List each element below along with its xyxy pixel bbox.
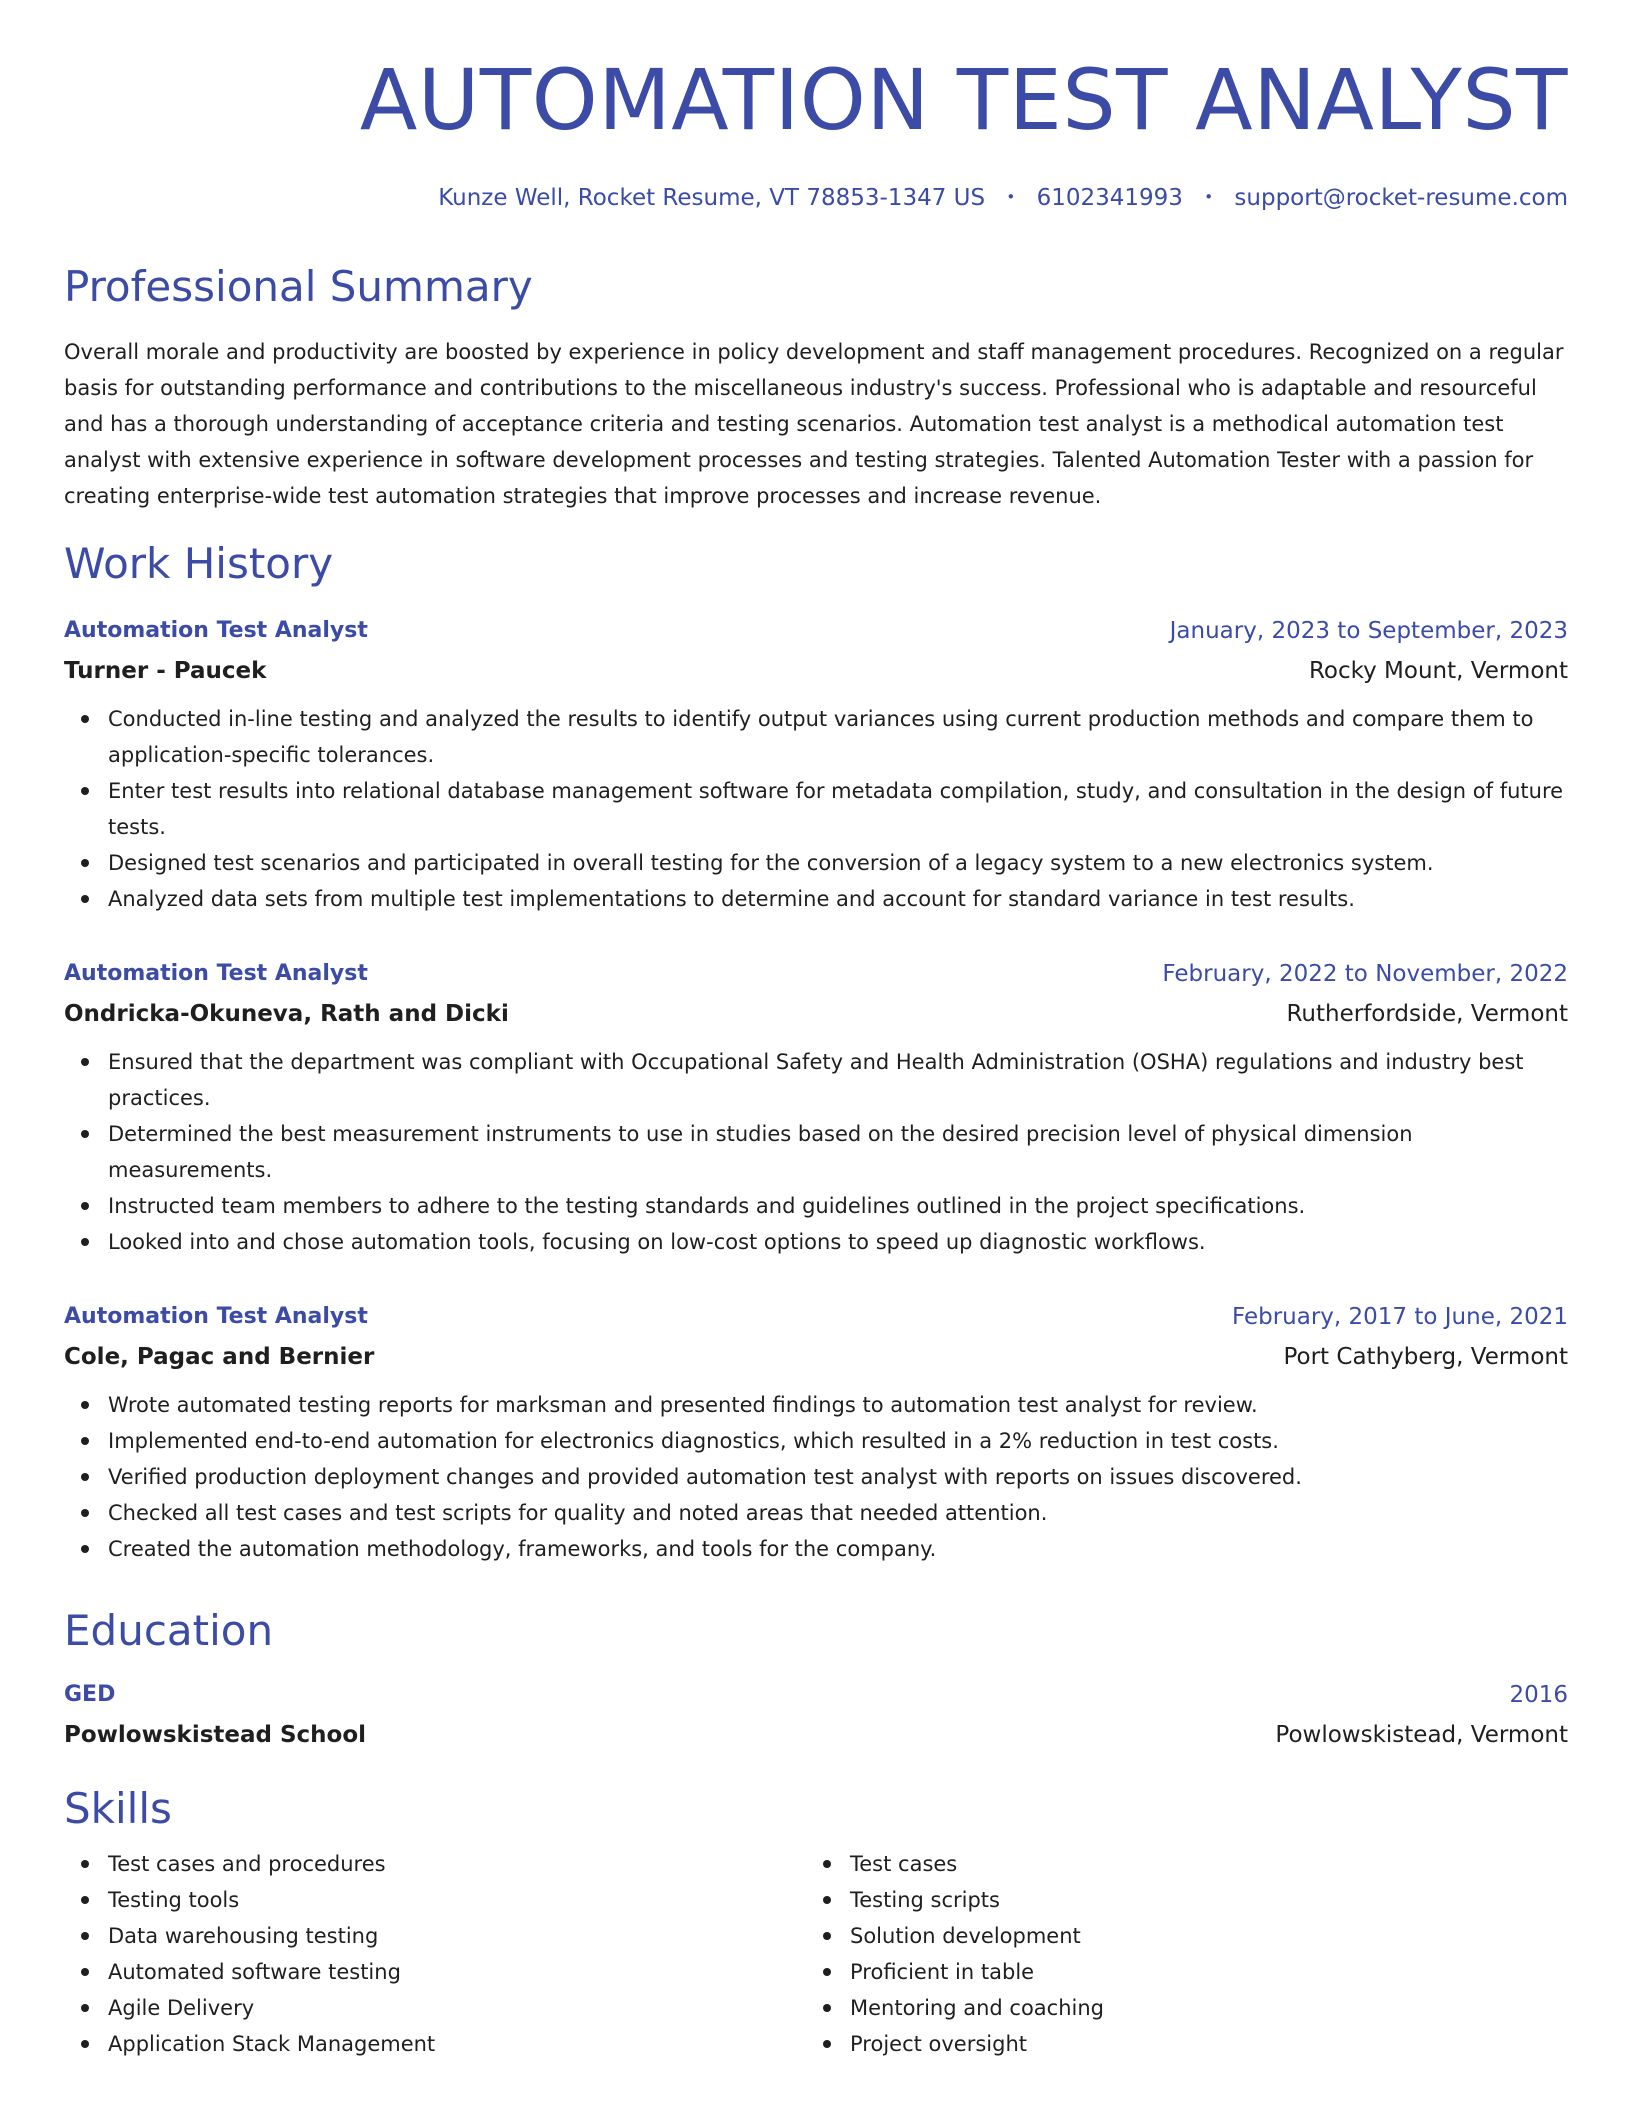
skills-column-left bbox=[64, 1846, 764, 2062]
job-dates: February, 2022 to November, 2022 bbox=[1162, 961, 1568, 987]
skill-item: Proficient in table bbox=[806, 1954, 1506, 1990]
skill-item: Test cases and procedures bbox=[64, 1846, 764, 1882]
skill-item: Solution development bbox=[806, 1918, 1506, 1954]
job-location: Rutherfordside, Vermont bbox=[1286, 1001, 1568, 1027]
company-name: Turner - Paucek bbox=[64, 658, 267, 684]
resume-page bbox=[64, 0, 1568, 2112]
skill-item: Agile Delivery bbox=[64, 1990, 764, 2026]
skill-item: Project oversight bbox=[806, 2026, 1506, 2062]
resume-title: AUTOMATION TEST ANALYST bbox=[359, 51, 1568, 149]
bullet-item: Verified production deployment changes and provided automation test analyst with reports on issues discovered. bbox=[64, 1459, 1568, 1495]
skill-item: Automated software testing bbox=[64, 1954, 764, 1990]
bullet-item: Analyzed data sets from multiple test implementations to determine and account for standard variance in test results. bbox=[64, 881, 1568, 917]
school-location: Powlowskistead, Vermont bbox=[1275, 1722, 1568, 1748]
skill-item: Test cases bbox=[806, 1846, 1506, 1882]
skill-item: Mentoring and coaching bbox=[806, 1990, 1506, 2026]
skills-heading: Skills bbox=[64, 1784, 172, 1833]
bullet-item: Wrote automated testing reports for marksman and presented findings to automation test analyst for review. bbox=[64, 1387, 1568, 1423]
job-entry bbox=[64, 1297, 1568, 1567]
bullet-item: Enter test results into relational database management software for metadata compilation, study, and consultation in the design of future tests. bbox=[64, 773, 1568, 845]
job-title: Automation Test Analyst bbox=[64, 961, 368, 986]
bullet-item: Created the automation methodology, frameworks, and tools for the company. bbox=[64, 1531, 1568, 1567]
bullet-item: Looked into and chose automation tools, focusing on low-cost options to speed up diagnostic workflows. bbox=[64, 1224, 1568, 1260]
skill-item: Testing scripts bbox=[806, 1882, 1506, 1918]
job-location: Rocky Mount, Vermont bbox=[1308, 658, 1568, 684]
graduation-year: 2016 bbox=[1509, 1682, 1568, 1708]
skills-column-right bbox=[806, 1846, 1506, 2062]
job-bullets bbox=[64, 1044, 1568, 1260]
education-entry bbox=[64, 1675, 1568, 1755]
skill-item: Testing tools bbox=[64, 1882, 764, 1918]
job-bullets bbox=[64, 1387, 1568, 1567]
bullet-item: Implemented end-to-end automation for electronics diagnostics, which resulted in a 2% reduction in test costs. bbox=[64, 1423, 1568, 1459]
skill-item: Data warehousing testing bbox=[64, 1918, 764, 1954]
job-title: Automation Test Analyst bbox=[64, 618, 368, 643]
bullet-item: Designed test scenarios and participated in overall testing for the conversion of a legacy system to a new electronics system. bbox=[64, 845, 1568, 881]
school-name: Powlowskistead School bbox=[64, 1722, 367, 1748]
work-history-heading: Work History bbox=[64, 539, 334, 588]
job-dates: January, 2023 to September, 2023 bbox=[1169, 618, 1568, 644]
address: Kunze Well, Rocket Resume, VT 78853-1347 US bbox=[438, 185, 986, 211]
email: support@rocket-resume.com bbox=[1234, 185, 1568, 211]
contact-line bbox=[438, 180, 1568, 215]
job-location: Port Cathyberg, Vermont bbox=[1283, 1344, 1568, 1370]
summary-text: Overall morale and productivity are boosted by experience in policy development and staff management procedures. Recognized on a regular basis for outstanding performance and contributions to the miscellaneous industry's success. Professional who is adaptable and resourceful and has a thorough understanding of acceptance criteria and testing scenarios. Automation test analyst is a methodical automation test analyst with extensive experience in software development processes and testing strategies. Talented Automation Tester with a passion for creating enterprise-wide test automation strategies that improve processes and increase revenue. bbox=[64, 340, 1564, 508]
bullet-item: Conducted in-line testing and analyzed the results to identify output variances using current production methods and compare them to application-specific tolerances. bbox=[64, 701, 1568, 773]
job-dates: February, 2017 to June, 2021 bbox=[1231, 1304, 1568, 1330]
education-heading: Education bbox=[64, 1606, 274, 1655]
phone: 6102341993 bbox=[1036, 185, 1183, 211]
summary-heading: Professional Summary bbox=[64, 262, 533, 311]
bullet-item: Checked all test cases and test scripts for quality and noted areas that needed attention. bbox=[64, 1495, 1568, 1531]
company-name: Ondricka-Okuneva, Rath and Dicki bbox=[64, 1001, 509, 1027]
job-bullets bbox=[64, 701, 1568, 917]
bullet-item: Instructed team members to adhere to the testing standards and guidelines outlined in the project specifications. bbox=[64, 1188, 1568, 1224]
job-entry bbox=[64, 611, 1568, 917]
job-title: Automation Test Analyst bbox=[64, 1304, 368, 1329]
job-entry bbox=[64, 954, 1568, 1260]
skill-item: Application Stack Management bbox=[64, 2026, 764, 2062]
separator-dot: • bbox=[1006, 188, 1016, 206]
bullet-item: Determined the best measurement instruments to use in studies based on the desired precision level of physical dimension measurements. bbox=[64, 1116, 1568, 1188]
separator-dot: • bbox=[1204, 188, 1214, 206]
bullet-item: Ensured that the department was compliant with Occupational Safety and Health Administration (OSHA) regulations and industry best practices. bbox=[64, 1044, 1568, 1116]
company-name: Cole, Pagac and Bernier bbox=[64, 1344, 375, 1370]
degree: GED bbox=[64, 1682, 116, 1707]
